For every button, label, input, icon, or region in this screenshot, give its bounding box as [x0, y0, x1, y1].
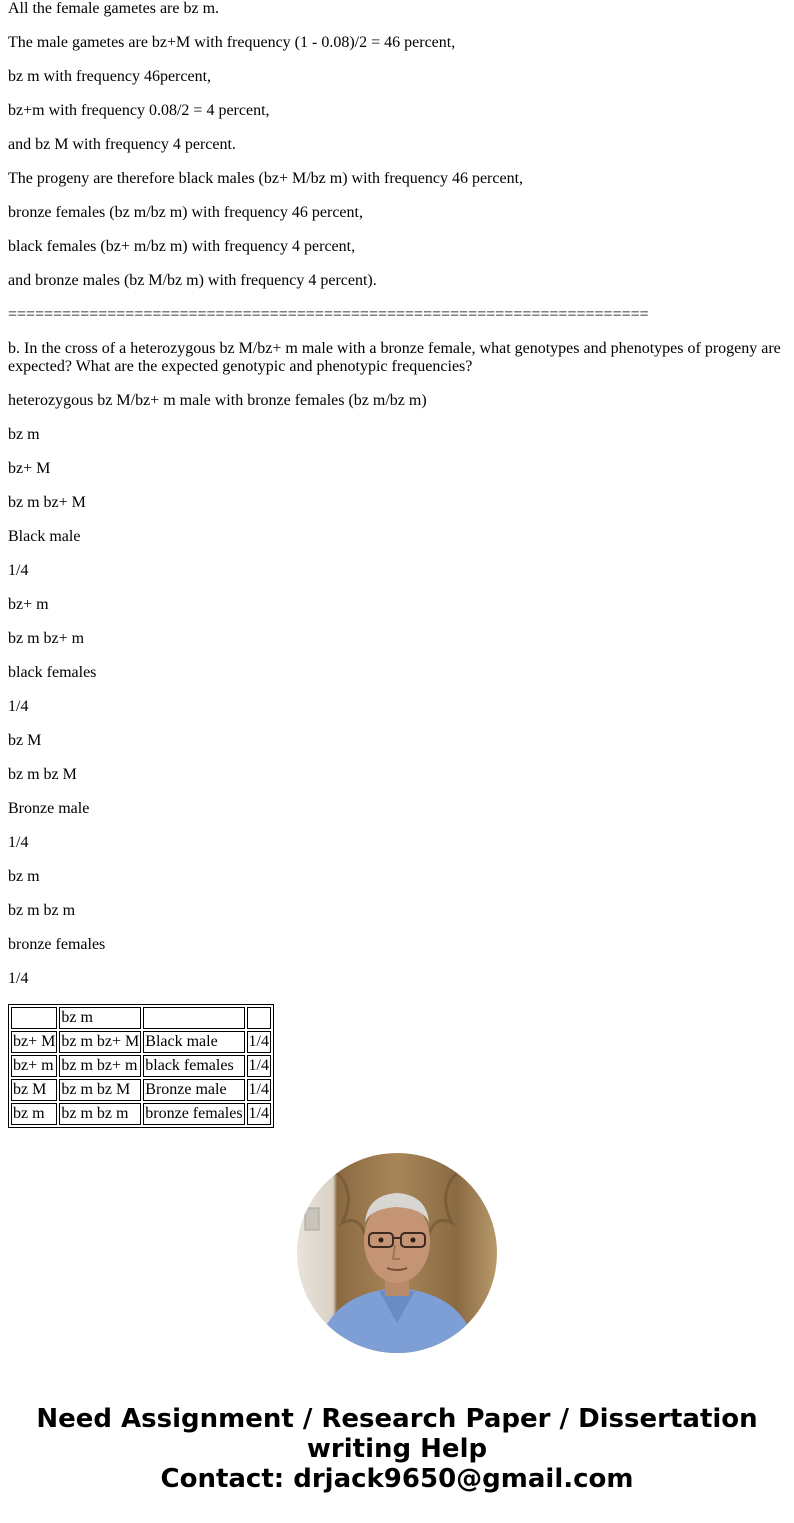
table-header-row [11, 1007, 271, 1029]
paragraph: All the female gametes are bz m. [8, 0, 220, 17]
table-cell: bronze females [143, 1103, 244, 1125]
table-cell: 1/4 [247, 1103, 271, 1125]
paragraph: bz m bz m [8, 902, 76, 919]
paragraph: 1/4 [8, 698, 29, 715]
answer-body [8, 0, 786, 1128]
contact-email: Contact: drjack9650@gmail.com [160, 1464, 634, 1494]
paragraph: 1/4 [8, 834, 29, 851]
paragraph: bronze females [8, 936, 106, 953]
paragraph: bz+ m [8, 596, 49, 613]
paragraph: bz m bz M [8, 766, 77, 783]
table-row [11, 1055, 271, 1077]
paragraph: bz m [8, 426, 40, 443]
table-cell: Bronze male [143, 1079, 244, 1101]
paragraph: bz+m with frequency 0.08/2 = 4 percent, [8, 102, 270, 119]
paragraph: bronze females (bz m/bz m) with frequency 46 percent, [8, 204, 363, 221]
promo-footer [0, 1404, 794, 1494]
paragraph: bz m bz+ m [8, 630, 85, 647]
table-cell [11, 1007, 57, 1029]
author-avatar [297, 1153, 497, 1353]
table-cell: bz m bz M [59, 1079, 141, 1101]
table-cell: bz m bz m [59, 1103, 141, 1125]
table-cell: bz m [59, 1007, 141, 1029]
table-cell: bz m bz+ m [59, 1055, 141, 1077]
paragraph: Black male [8, 528, 81, 545]
paragraph: bz m [8, 868, 40, 885]
table-row [11, 1079, 271, 1101]
table-cell: bz M [11, 1079, 57, 1101]
paragraph: and bronze males (bz M/bz m) with frequency 4 percent). [8, 272, 377, 289]
table-row [11, 1031, 271, 1053]
paragraph: 1/4 [8, 970, 29, 987]
table-cell: Black male [143, 1031, 244, 1053]
table-cell: black females [143, 1055, 244, 1077]
table-cell: bz+ m [11, 1055, 57, 1077]
table-cell [247, 1007, 271, 1029]
table-cell: 1/4 [247, 1055, 271, 1077]
separator-line: ======================================================================= [8, 306, 649, 323]
table-cell [143, 1007, 244, 1029]
table-cell: bz m bz+ M [59, 1031, 141, 1053]
question-text: b. In the cross of a heterozygous bz M/bz+ m male with a bronze female, what genotypes and phenotypes of progeny are expected? What are the expected genotypic and phenotypic frequencies? [8, 340, 781, 375]
punnett-table [8, 1004, 274, 1128]
paragraph: bz+ M [8, 460, 51, 477]
paragraph: 1/4 [8, 562, 29, 579]
footer-line: Need Assignment / Research Paper / Dissertation [36, 1404, 758, 1434]
paragraph: bz M [8, 732, 42, 749]
table-cell: 1/4 [247, 1031, 271, 1053]
paragraph: bz m bz+ M [8, 494, 86, 511]
paragraph: black females (bz+ m/bz m) with frequency 4 percent, [8, 238, 356, 255]
table-cell: bz m [11, 1103, 57, 1125]
table-cell: bz+ M [11, 1031, 57, 1053]
paragraph: black females [8, 664, 97, 681]
paragraph: The male gametes are bz+M with frequency (1 - 0.08)/2 = 46 percent, [8, 34, 456, 51]
author-portrait-image [297, 1153, 497, 1353]
footer-line: writing Help [306, 1434, 488, 1464]
paragraph: heterozygous bz M/bz+ m male with bronze females (bz m/bz m) [8, 392, 427, 409]
paragraph: Bronze male [8, 800, 90, 817]
table-cell: 1/4 [247, 1079, 271, 1101]
paragraph: The progeny are therefore black males (bz+ M/bz m) with frequency 46 percent, [8, 170, 524, 187]
table-row [11, 1103, 271, 1125]
paragraph: bz m with frequency 46percent, [8, 68, 212, 85]
paragraph: and bz M with frequency 4 percent. [8, 136, 236, 153]
